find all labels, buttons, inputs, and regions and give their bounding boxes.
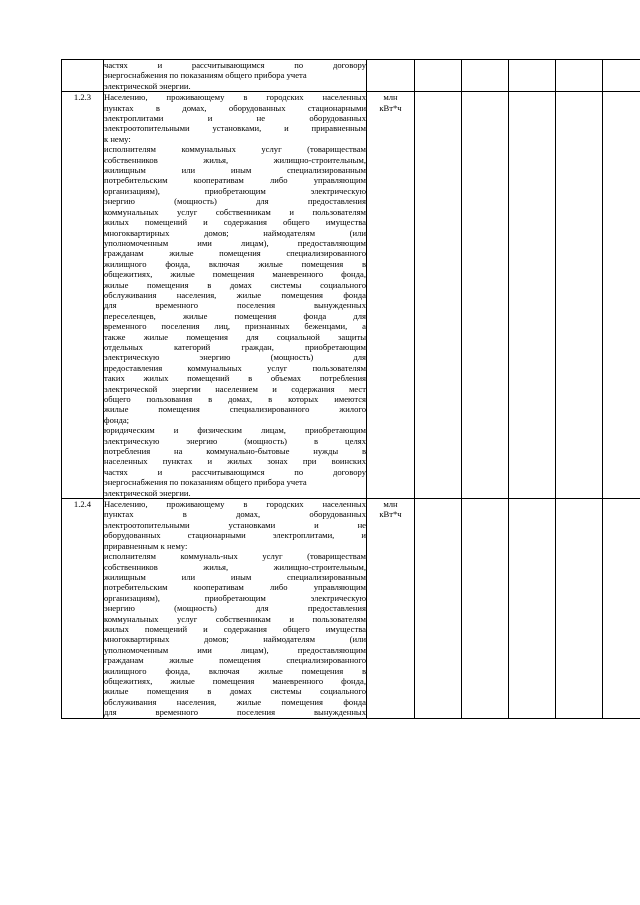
value-cell	[462, 499, 509, 719]
description-line: жилищным или иным специализированным	[104, 165, 366, 176]
description-line: временного поселения лиц, признанных беженцами, а	[104, 321, 366, 332]
description-line: уполномоченным ими лицам), предоставляющим	[104, 237, 366, 248]
description-line: собственников жилья, жилищно-строительным,	[104, 154, 366, 165]
unit-label: млн	[383, 92, 398, 103]
description-line: исполнителям коммуналь-ных услуг (товариществам	[104, 551, 366, 562]
unit-cell	[367, 499, 415, 719]
description-line: общего пользования в домах, в которых имеются	[104, 394, 366, 404]
tariff-table	[61, 59, 640, 719]
description-line: электроплитами и не оборудованных	[104, 113, 366, 124]
description-line: также жилые помещения для социальной защиты	[104, 331, 366, 342]
table-row	[62, 499, 640, 719]
description-line: гражданам жилые помещения специализированного	[104, 248, 366, 259]
unit-cell	[367, 60, 415, 92]
value-cell	[603, 499, 640, 719]
item-number-cell	[62, 60, 104, 92]
description-line: жилых помещений и содержания общего имущества	[104, 217, 366, 228]
description-line: многоквартирных домов; наймодателям (или	[104, 227, 366, 238]
description-line: обслуживания населения, жилые помещения фонда	[104, 696, 366, 707]
description-line: потребительским кооперативам либо управляющим	[104, 175, 366, 186]
value-cell	[603, 60, 640, 92]
description-line: жилищного фонда, включая жилые помещения в	[104, 665, 366, 676]
description-line: энергоснабжения по показаниям общего прибора учета	[104, 477, 307, 488]
description-cell	[104, 92, 367, 499]
description-line: гражданам жилые помещения специализированного	[104, 655, 366, 666]
table-row	[62, 92, 640, 499]
description-line: приравненным к нему:	[104, 540, 188, 551]
description-line: общежитиях, жилые помещения маневренного фонда,	[104, 675, 366, 686]
unit-label: млн	[383, 499, 398, 510]
description-line: коммунальных услуг собственникам и пользователям	[104, 613, 366, 624]
value-cell	[556, 60, 603, 92]
value-cell	[415, 60, 462, 92]
description-line: частях и рассчитывающимся по договору	[104, 60, 366, 70]
value-cell	[415, 92, 462, 499]
description-line: предоставления коммунальных услуг пользователям	[104, 362, 366, 373]
description-line: энергию (мощность) для предоставления	[104, 196, 366, 207]
description-line: частях и рассчитывающимся по договору	[104, 466, 366, 477]
description-line: жилые помещения специализированного жилого	[104, 404, 366, 415]
unit-label: кВт*ч	[379, 102, 402, 113]
value-cell	[556, 92, 603, 499]
description-line: для временного поселения вынужденных	[104, 707, 366, 718]
description-line: электрической энергии.	[104, 80, 191, 91]
description-line: энергоснабжения по показаниям общего прибора учета	[104, 70, 307, 81]
description-line: к нему:	[104, 133, 131, 144]
description-line: общежитиях, жилые помещения маневренного фонда,	[104, 269, 366, 280]
description-line: фонда;	[104, 414, 130, 425]
description-line: потребления на коммунально-бытовые нужды в	[104, 446, 366, 457]
description-line: коммунальных услуг собственникам и пользователям	[104, 206, 366, 217]
value-cell	[509, 60, 556, 92]
description-line: отдельных категорий граждан, приобретающим	[104, 341, 366, 352]
description-line: электроотопительными установками, и приравненным	[104, 123, 366, 134]
description-line: организациям), приобретающим электрическую	[104, 185, 366, 196]
value-cell	[415, 499, 462, 719]
description-line: электрической энергии.	[104, 487, 191, 498]
value-cell	[462, 60, 509, 92]
item-number-cell: 1.2.4	[62, 499, 104, 719]
description-line: пунктах в домах, оборудованных	[104, 509, 366, 520]
unit-label: кВт*ч	[379, 509, 402, 520]
description-cell	[104, 60, 367, 92]
description-line: таких жилых помещений в объемах потребления	[104, 373, 366, 384]
description-line: электрической энергии населением и содержания мест	[104, 383, 366, 394]
unit-cell	[367, 92, 415, 499]
description-line: жилищным или иным специализированным	[104, 571, 366, 582]
description-line: электрическую энергию (мощность) в целях	[104, 435, 366, 446]
description-line: оборудованных стационарными электроплитами, и	[104, 530, 366, 541]
description-line: уполномоченным ими лицам), предоставляющим	[104, 644, 366, 655]
description-line: организациям), приобретающим электрическую	[104, 592, 366, 603]
description-line: жилые помещения в домах системы социального	[104, 686, 366, 697]
description-line: потребительским кооперативам либо управляющим	[104, 582, 366, 593]
value-cell	[603, 92, 640, 499]
description-line: переселенцев, жилые помещения фонда для	[104, 310, 366, 321]
description-cell	[104, 499, 367, 719]
description-line: обслуживания населения, жилые помещения фонда	[104, 289, 366, 300]
description-line: жилищного фонда, включая жилые помещения в	[104, 258, 366, 269]
description-line: исполнителям коммунальных услуг (товариществам	[104, 144, 366, 155]
description-line: населенных пунктах и жилых зонах при воинских	[104, 456, 366, 467]
value-cell	[556, 499, 603, 719]
table-row	[62, 60, 640, 92]
value-cell	[509, 92, 556, 499]
item-number-cell: 1.2.3	[62, 92, 104, 499]
description-line: Населению, проживающему в городских населенных	[104, 499, 366, 510]
description-line: электрическую энергию (мощность) для	[104, 352, 366, 363]
value-cell	[462, 92, 509, 499]
description-line: электроотопительными установками и не	[104, 519, 366, 530]
description-line: многоквартирных домов; наймодателям (или	[104, 634, 366, 645]
description-line: жилые помещения в домах системы социального	[104, 279, 366, 290]
description-line: юридическим и физическим лицам, приобретающим	[104, 425, 366, 436]
description-line: для временного поселения вынужденных	[104, 300, 366, 311]
description-line: жилых помещений и содержания общего имущества	[104, 623, 366, 634]
description-line: энергию (мощность) для предоставления	[104, 603, 366, 614]
value-cell	[509, 499, 556, 719]
description-line: собственников жилья, жилищно-строительным,	[104, 561, 366, 572]
description-line: пунктах в домах, оборудованных стационарными	[104, 102, 366, 113]
description-line: Населению, проживающему в городских населенных	[104, 92, 366, 103]
